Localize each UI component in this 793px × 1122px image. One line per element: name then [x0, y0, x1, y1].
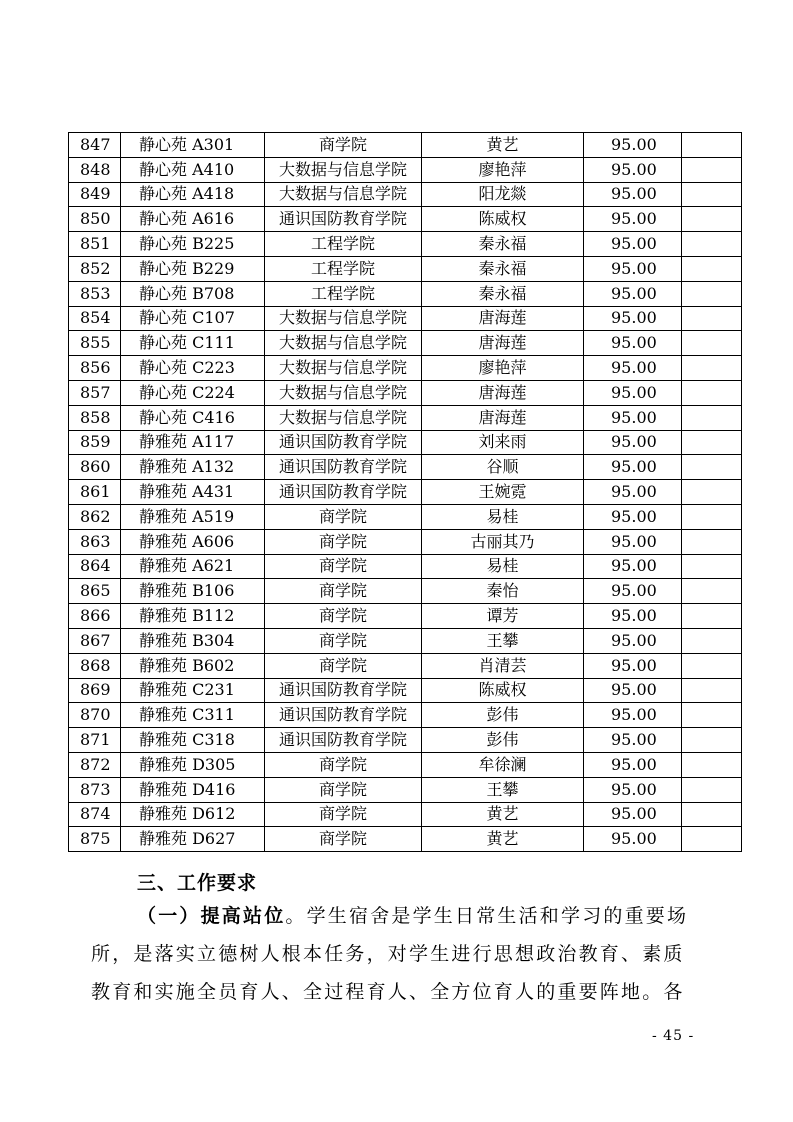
cell-person: 陈威权: [422, 207, 584, 232]
cell-person: 易桂: [422, 504, 584, 529]
cell-person: 黄艺: [422, 802, 584, 827]
table-row: [69, 281, 742, 306]
cell-person: 易桂: [422, 554, 584, 579]
cell-number: 861: [69, 480, 121, 505]
cell-number: 852: [69, 256, 121, 281]
cell-college: 大数据与信息学院: [265, 157, 422, 182]
cell-dormitory: 静雅苑 B106: [121, 579, 265, 604]
cell-college: 商学院: [265, 653, 422, 678]
cell-note: [682, 678, 742, 703]
cell-person: 唐海莲: [422, 331, 584, 356]
cell-person: 秦永福: [422, 232, 584, 257]
cell-dormitory: 静心苑 C107: [121, 306, 265, 331]
table-row: [69, 207, 742, 232]
cell-number: 864: [69, 554, 121, 579]
cell-note: [682, 480, 742, 505]
cell-person: 彭伟: [422, 728, 584, 753]
table-row: [69, 579, 742, 604]
table-row: [69, 405, 742, 430]
cell-college: 商学院: [265, 579, 422, 604]
cell-dormitory: 静雅苑 A117: [121, 430, 265, 455]
table-row: [69, 628, 742, 653]
cell-college: 通识国防教育学院: [265, 678, 422, 703]
cell-score: 95.00: [584, 678, 682, 703]
cell-note: [682, 628, 742, 653]
cell-dormitory: 静雅苑 A519: [121, 504, 265, 529]
cell-note: [682, 331, 742, 356]
cell-person: 黄艺: [422, 133, 584, 158]
cell-note: [682, 802, 742, 827]
cell-score: 95.00: [584, 405, 682, 430]
table-row: [69, 653, 742, 678]
cell-person: 秦怡: [422, 579, 584, 604]
cell-college: 商学院: [265, 504, 422, 529]
cell-college: 大数据与信息学院: [265, 380, 422, 405]
table-row: [69, 256, 742, 281]
cell-dormitory: 静雅苑 A431: [121, 480, 265, 505]
cell-note: [682, 232, 742, 257]
cell-number: 853: [69, 281, 121, 306]
cell-college: 大数据与信息学院: [265, 356, 422, 381]
cell-note: [682, 554, 742, 579]
table-row: [69, 331, 742, 356]
cell-dormitory: 静心苑 B225: [121, 232, 265, 257]
cell-note: [682, 827, 742, 852]
cell-number: 847: [69, 133, 121, 158]
cell-person: 陈威权: [422, 678, 584, 703]
cell-score: 95.00: [584, 777, 682, 802]
cell-college: 商学院: [265, 777, 422, 802]
cell-score: 95.00: [584, 133, 682, 158]
cell-note: [682, 281, 742, 306]
cell-note: [682, 380, 742, 405]
cell-number: 863: [69, 529, 121, 554]
cell-note: [682, 405, 742, 430]
table-row: [69, 232, 742, 257]
cell-dormitory: 静雅苑 D627: [121, 827, 265, 852]
cell-college: 大数据与信息学院: [265, 331, 422, 356]
cell-number: 849: [69, 182, 121, 207]
cell-person: 牟徐澜: [422, 752, 584, 777]
cell-college: 通识国防教育学院: [265, 480, 422, 505]
cell-dormitory: 静心苑 B708: [121, 281, 265, 306]
cell-person: 王攀: [422, 628, 584, 653]
dormitory-score-table: [68, 132, 742, 852]
table-row: [69, 455, 742, 480]
cell-college: 通识国防教育学院: [265, 430, 422, 455]
cell-dormitory: 静雅苑 A132: [121, 455, 265, 480]
cell-score: 95.00: [584, 356, 682, 381]
cell-note: [682, 604, 742, 629]
table-row: [69, 356, 742, 381]
cell-college: 通识国防教育学院: [265, 728, 422, 753]
cell-number: 866: [69, 604, 121, 629]
cell-dormitory: 静心苑 B229: [121, 256, 265, 281]
table-row: [69, 157, 742, 182]
cell-note: [682, 504, 742, 529]
cell-person: 谭芳: [422, 604, 584, 629]
cell-note: [682, 579, 742, 604]
cell-score: 95.00: [584, 232, 682, 257]
cell-number: 848: [69, 157, 121, 182]
cell-score: 95.00: [584, 529, 682, 554]
table-row: [69, 678, 742, 703]
cell-college: 通识国防教育学院: [265, 455, 422, 480]
cell-college: 工程学院: [265, 232, 422, 257]
cell-dormitory: 静雅苑 C318: [121, 728, 265, 753]
cell-number: 872: [69, 752, 121, 777]
cell-score: 95.00: [584, 157, 682, 182]
cell-number: 860: [69, 455, 121, 480]
table-body: [69, 133, 742, 852]
cell-score: 95.00: [584, 604, 682, 629]
table-row: [69, 182, 742, 207]
cell-dormitory: 静心苑 C224: [121, 380, 265, 405]
cell-number: 851: [69, 232, 121, 257]
cell-number: 850: [69, 207, 121, 232]
cell-number: 855: [69, 331, 121, 356]
table-row: [69, 777, 742, 802]
cell-person: 唐海莲: [422, 306, 584, 331]
table-row: [69, 554, 742, 579]
cell-score: 95.00: [584, 653, 682, 678]
cell-college: 工程学院: [265, 256, 422, 281]
cell-note: [682, 256, 742, 281]
cell-person: 刘来雨: [422, 430, 584, 455]
cell-dormitory: 静雅苑 D416: [121, 777, 265, 802]
cell-note: [682, 306, 742, 331]
cell-number: 859: [69, 430, 121, 455]
cell-dormitory: 静雅苑 B602: [121, 653, 265, 678]
cell-person: 廖艳萍: [422, 157, 584, 182]
cell-note: [682, 653, 742, 678]
cell-score: 95.00: [584, 579, 682, 604]
cell-score: 95.00: [584, 331, 682, 356]
cell-person: 王婉霓: [422, 480, 584, 505]
cell-dormitory: 静雅苑 B304: [121, 628, 265, 653]
cell-college: 商学院: [265, 529, 422, 554]
table-row: [69, 752, 742, 777]
cell-score: 95.00: [584, 504, 682, 529]
cell-number: 869: [69, 678, 121, 703]
table-row: [69, 504, 742, 529]
cell-person: 秦永福: [422, 281, 584, 306]
cell-number: 857: [69, 380, 121, 405]
cell-score: 95.00: [584, 207, 682, 232]
cell-number: 870: [69, 703, 121, 728]
cell-college: 商学院: [265, 133, 422, 158]
table-row: [69, 604, 742, 629]
cell-college: 大数据与信息学院: [265, 182, 422, 207]
cell-person: 唐海莲: [422, 405, 584, 430]
section-heading: 三、工作要求: [137, 872, 258, 894]
cell-note: [682, 455, 742, 480]
cell-number: 868: [69, 653, 121, 678]
cell-college: 商学院: [265, 827, 422, 852]
table-row: [69, 827, 742, 852]
cell-number: 854: [69, 306, 121, 331]
cell-number: 873: [69, 777, 121, 802]
cell-college: 商学院: [265, 802, 422, 827]
cell-score: 95.00: [584, 182, 682, 207]
cell-score: 95.00: [584, 827, 682, 852]
cell-dormitory: 静雅苑 A621: [121, 554, 265, 579]
cell-person: 古丽其乃: [422, 529, 584, 554]
table-row: [69, 802, 742, 827]
cell-score: 95.00: [584, 306, 682, 331]
cell-person: 秦永福: [422, 256, 584, 281]
cell-dormitory: 静心苑 A418: [121, 182, 265, 207]
cell-score: 95.00: [584, 480, 682, 505]
cell-score: 95.00: [584, 554, 682, 579]
cell-college: 大数据与信息学院: [265, 306, 422, 331]
paragraph-line-1: [137, 897, 777, 935]
cell-score: 95.00: [584, 256, 682, 281]
cell-person: 彭伟: [422, 703, 584, 728]
cell-person: 阳龙燚: [422, 182, 584, 207]
cell-dormitory: 静雅苑 B112: [121, 604, 265, 629]
cell-dormitory: 静心苑 C416: [121, 405, 265, 430]
cell-score: 95.00: [584, 628, 682, 653]
cell-dormitory: 静雅苑 A606: [121, 529, 265, 554]
cell-note: [682, 182, 742, 207]
cell-score: 95.00: [584, 281, 682, 306]
cell-college: 商学院: [265, 554, 422, 579]
cell-score: 95.00: [584, 380, 682, 405]
item-title: （一）提高站位: [137, 905, 286, 927]
cell-dormitory: 静雅苑 C311: [121, 703, 265, 728]
cell-score: 95.00: [584, 703, 682, 728]
cell-dormitory: 静心苑 C223: [121, 356, 265, 381]
cell-score: 95.00: [584, 802, 682, 827]
paragraph-line-1-text: 。学生宿舍是学生日常生活和学习的重要场: [285, 905, 689, 927]
cell-note: [682, 157, 742, 182]
cell-person: 唐海莲: [422, 380, 584, 405]
cell-dormitory: 静雅苑 C231: [121, 678, 265, 703]
cell-number: 874: [69, 802, 121, 827]
cell-number: 856: [69, 356, 121, 381]
cell-dormitory: 静心苑 C111: [121, 331, 265, 356]
cell-score: 95.00: [584, 455, 682, 480]
cell-dormitory: 静心苑 A410: [121, 157, 265, 182]
cell-note: [682, 703, 742, 728]
cell-score: 95.00: [584, 430, 682, 455]
page-number: - 45 -: [652, 1028, 695, 1044]
table-row: [69, 430, 742, 455]
cell-dormitory: 静雅苑 D612: [121, 802, 265, 827]
cell-number: 862: [69, 504, 121, 529]
table-row: [69, 480, 742, 505]
cell-college: 商学院: [265, 752, 422, 777]
cell-college: 工程学院: [265, 281, 422, 306]
cell-score: 95.00: [584, 752, 682, 777]
cell-college: 商学院: [265, 604, 422, 629]
cell-note: [682, 777, 742, 802]
cell-person: 谷顺: [422, 455, 584, 480]
cell-note: [682, 430, 742, 455]
table-row: [69, 529, 742, 554]
cell-dormitory: 静心苑 A616: [121, 207, 265, 232]
paragraph-line-3: 教育和实施全员育人、全过程育人、全方位育人的重要阵地。各: [91, 981, 685, 1003]
cell-dormitory: 静心苑 A301: [121, 133, 265, 158]
cell-college: 大数据与信息学院: [265, 405, 422, 430]
cell-college: 商学院: [265, 628, 422, 653]
table-row: [69, 728, 742, 753]
cell-score: 95.00: [584, 728, 682, 753]
table-row: [69, 133, 742, 158]
cell-dormitory: 静雅苑 D305: [121, 752, 265, 777]
cell-number: 858: [69, 405, 121, 430]
cell-number: 865: [69, 579, 121, 604]
table-row: [69, 306, 742, 331]
cell-college: 通识国防教育学院: [265, 703, 422, 728]
cell-number: 871: [69, 728, 121, 753]
cell-number: 867: [69, 628, 121, 653]
paragraph-line-2: 所，是落实立德树人根本任务，对学生进行思想政治教育、素质: [91, 943, 685, 965]
table-row: [69, 380, 742, 405]
cell-note: [682, 207, 742, 232]
cell-note: [682, 529, 742, 554]
cell-college: 通识国防教育学院: [265, 207, 422, 232]
cell-note: [682, 133, 742, 158]
table-row: [69, 703, 742, 728]
cell-person: 廖艳萍: [422, 356, 584, 381]
cell-person: 王攀: [422, 777, 584, 802]
cell-note: [682, 752, 742, 777]
cell-number: 875: [69, 827, 121, 852]
cell-note: [682, 356, 742, 381]
cell-note: [682, 728, 742, 753]
cell-person: 肖清芸: [422, 653, 584, 678]
cell-person: 黄艺: [422, 827, 584, 852]
